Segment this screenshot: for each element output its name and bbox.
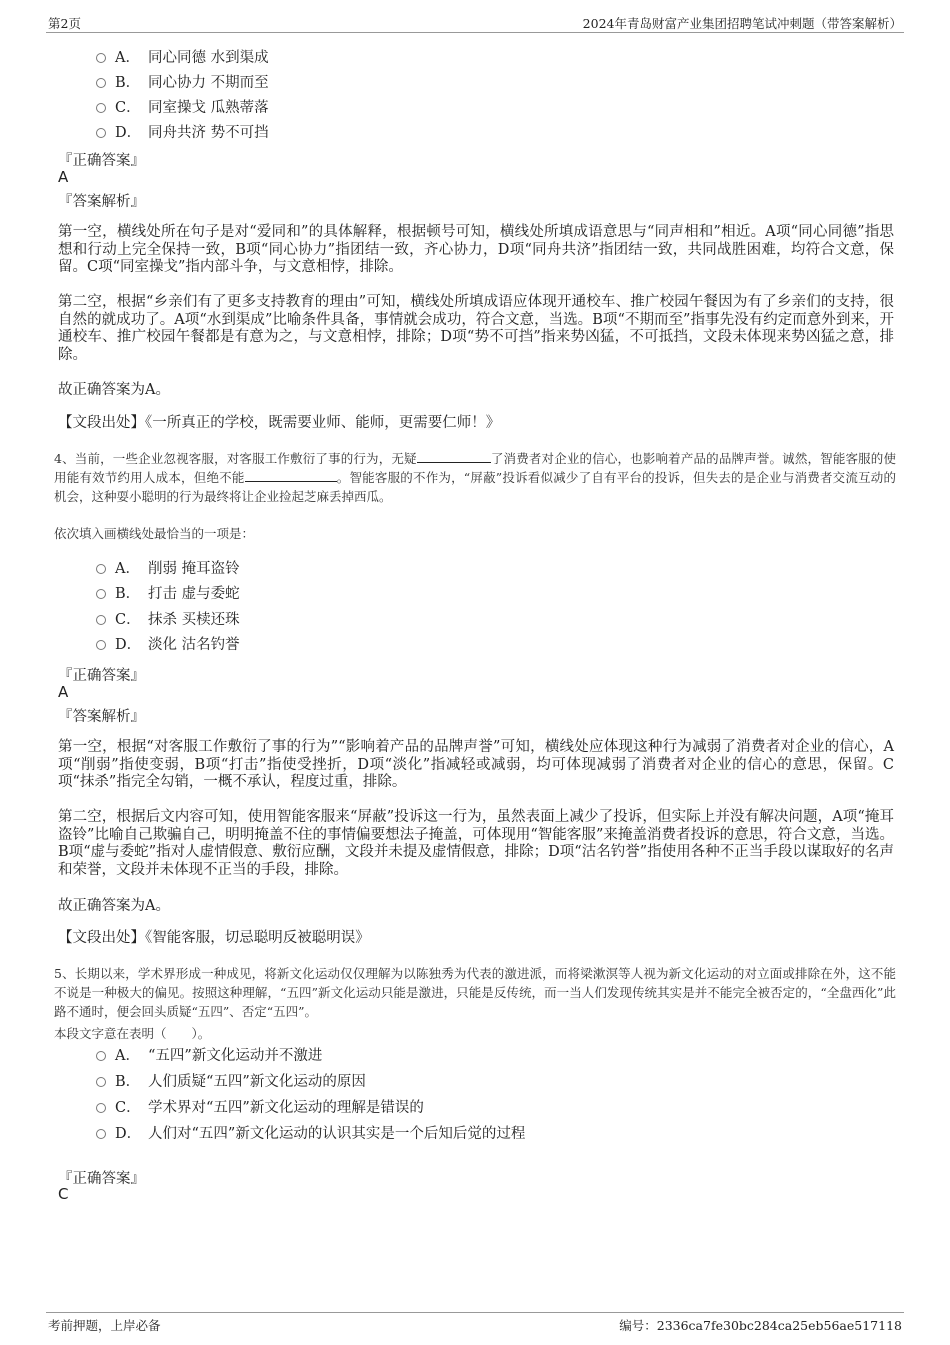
q4-conclusion: 故正确答案为A。 [58,898,170,914]
q3-correct-label: 『正确答案』 [58,153,145,169]
radio-icon[interactable] [96,1077,106,1087]
document-title: 2024年青岛财富产业集团招聘笔试冲刺题（带答案解析） [582,16,902,31]
radio-icon[interactable] [96,615,106,625]
page-number: 第2页 [48,16,81,31]
q4-correct-label: 『正确答案』 [58,668,145,684]
q4-source: 【文段出处】《智能客服，切忌聪明反被聪明误》 [58,930,370,946]
q3-option-b[interactable]: B． 同心协力 不期而至 [96,73,269,93]
q3-source: 【文段出处】《一所真正的学校，既需要业师、能师，更需要仁师！》 [58,415,501,431]
q3-analysis-label: 『答案解析』 [58,194,145,210]
q4-answer: A [58,683,69,701]
radio-icon[interactable] [96,1129,106,1139]
q3-option-a[interactable]: A． 同心同德 水到渠成 [96,48,269,68]
q4-option-d[interactable]: D． 淡化 沽名钓誉 [96,635,240,655]
answer-blank-2 [245,469,337,482]
q5-option-c[interactable]: C． 学术界对“五四”新文化运动的理解是错误的 [96,1098,424,1118]
radio-icon[interactable] [96,589,106,599]
q3-option-d[interactable]: D． 同舟共济 势不可挡 [96,123,269,143]
q4-option-a[interactable]: A． 削弱 掩耳盗铃 [96,559,240,579]
q4-stem: 4、当前，一些企业忽视客服，对客服工作敷衍了事的行为，无疑 了消费者对企业的信心，也影响着产品的品牌声誉。诚然，智能客服的使用能有效节约用人成本，但绝不能 。智能客服的不作为，“屏蔽”投诉看似减少了自有平台的投诉，但失去的是企业与消费者交流互动的机会，这种耍小聪明的行为最终将让企业捡起芝麻丢掉西瓜。 [54,451,896,504]
radio-icon[interactable] [96,103,106,113]
answer-blank-1 [417,450,491,463]
page-header [46,12,904,33]
q4-option-c[interactable]: C． 抹杀 买椟还珠 [96,610,240,630]
q5-instruction: 本段文字意在表明（ ）。 [54,1026,211,1041]
radio-icon[interactable] [96,78,106,88]
q4-instruction: 依次填入画横线处最恰当的一项是： [54,526,255,541]
q4-analysis-label: 『答案解析』 [58,709,145,725]
q5-option-a[interactable]: A． “五四”新文化运动并不激进 [96,1046,322,1066]
q4-option-b[interactable]: B． 打击 虚与委蛇 [96,584,240,604]
radio-icon[interactable] [96,640,106,650]
q3-analysis-p1: 第一空，横线处所在句子是对“爱同和”的具体解释，根据顿号可知，横线处所填成语意思与“同声相和”相近。A项“同心同德”指思想和行动上完全保持一致，B项“同心协力”指团结一致，齐心协力，D项“同舟共济”指团结一致，共同战胜困难，均符合文意，保留。C项“同室操戈”指内部斗争，与文意相悖，排除。 [58,224,894,275]
q3-option-c[interactable]: C． 同室操戈 瓜熟蒂落 [96,98,269,118]
q3-conclusion: 故正确答案为A。 [58,382,170,398]
footer-code: 编号：2336ca7fe30bc284ca25eb56ae517118 [619,1318,902,1333]
q4-analysis-p2: 第二空，根据后文内容可知，使用智能客服来“屏蔽”投诉这一行为，虽然表面上减少了投诉，但实际上并没有解决问题，A项“掩耳盗铃”比喻自己欺骗自己，明明掩盖不住的事情偏要想法子掩盖，可体现用“智能客服”来掩盖消费者投诉的意思，符合文意，当选。B项“虚与委蛇”指对人虚情假意、敷衍应酬，文段并未提及虚情假意，排除；D项“沽名钓誉”指使用各种不正当手段以谋取好的名声和荣誉，文段并未体现不正当的手段，排除。 [58,809,894,878]
q4-analysis-p1: 第一空，根据“对客服工作敷衍了事的行为”“影响着产品的品牌声誉”可知，横线处应体现这种行为减弱了消费者对企业的信心，A项“削弱”指使变弱，B项“打击”指使受挫折，D项“淡化”指减轻或减弱，均可体现减弱了消费者对企业的信心的意思，保留。C项“抹杀”指完全勾销，一概不承认，程度过重，排除。 [58,739,894,790]
q5-stem: 5、长期以来，学术界形成一种成见，将新文化运动仅仅理解为以陈独秀为代表的激进派，而将梁漱溟等人视为新文化运动的对立面或排除在外，这不能不说是一种极大的偏见。按照这种理解，“五四”新文化运动只能是激进，只能是反传统，而一当人们发现传统其实是并不能完全被否定的，“全盘西化”此路不通时，便会回头质疑“五四”、否定“五四”。 [54,966,896,1019]
q5-correct-label: 『正确答案』 [58,1171,145,1187]
q3-analysis-p2: 第二空，根据“乡亲们有了更多支持教育的理由”可知，横线处所填成语应体现开通校车、推广校园午餐因为有了乡亲们的支持，很自然的就成功了。A项“水到渠成”比喻条件具备，事情就会成功，符合文意，当选。B项“不期而至”指事先没有约定而意外到来，开通校车、推广校园午餐都是有意为之，与文意相悖，排除；D项“势不可挡”指来势凶猛，不可抵挡，文段未体现来势凶猛之意，排除。 [58,294,894,363]
q5-option-b[interactable]: B． 人们质疑“五四”新文化运动的原因 [96,1072,366,1092]
page-footer [46,1312,904,1333]
q5-answer: C [58,1185,69,1203]
footer-slogan: 考前押题，上岸必备 [48,1318,161,1333]
q5-option-d[interactable]: D． 人们对“五四”新文化运动的认识其实是一个后知后觉的过程 [96,1124,525,1144]
q3-answer: A [58,168,69,186]
radio-icon[interactable] [96,564,106,574]
radio-icon[interactable] [96,1103,106,1113]
radio-icon[interactable] [96,128,106,138]
radio-icon[interactable] [96,1051,106,1061]
radio-icon[interactable] [96,53,106,63]
